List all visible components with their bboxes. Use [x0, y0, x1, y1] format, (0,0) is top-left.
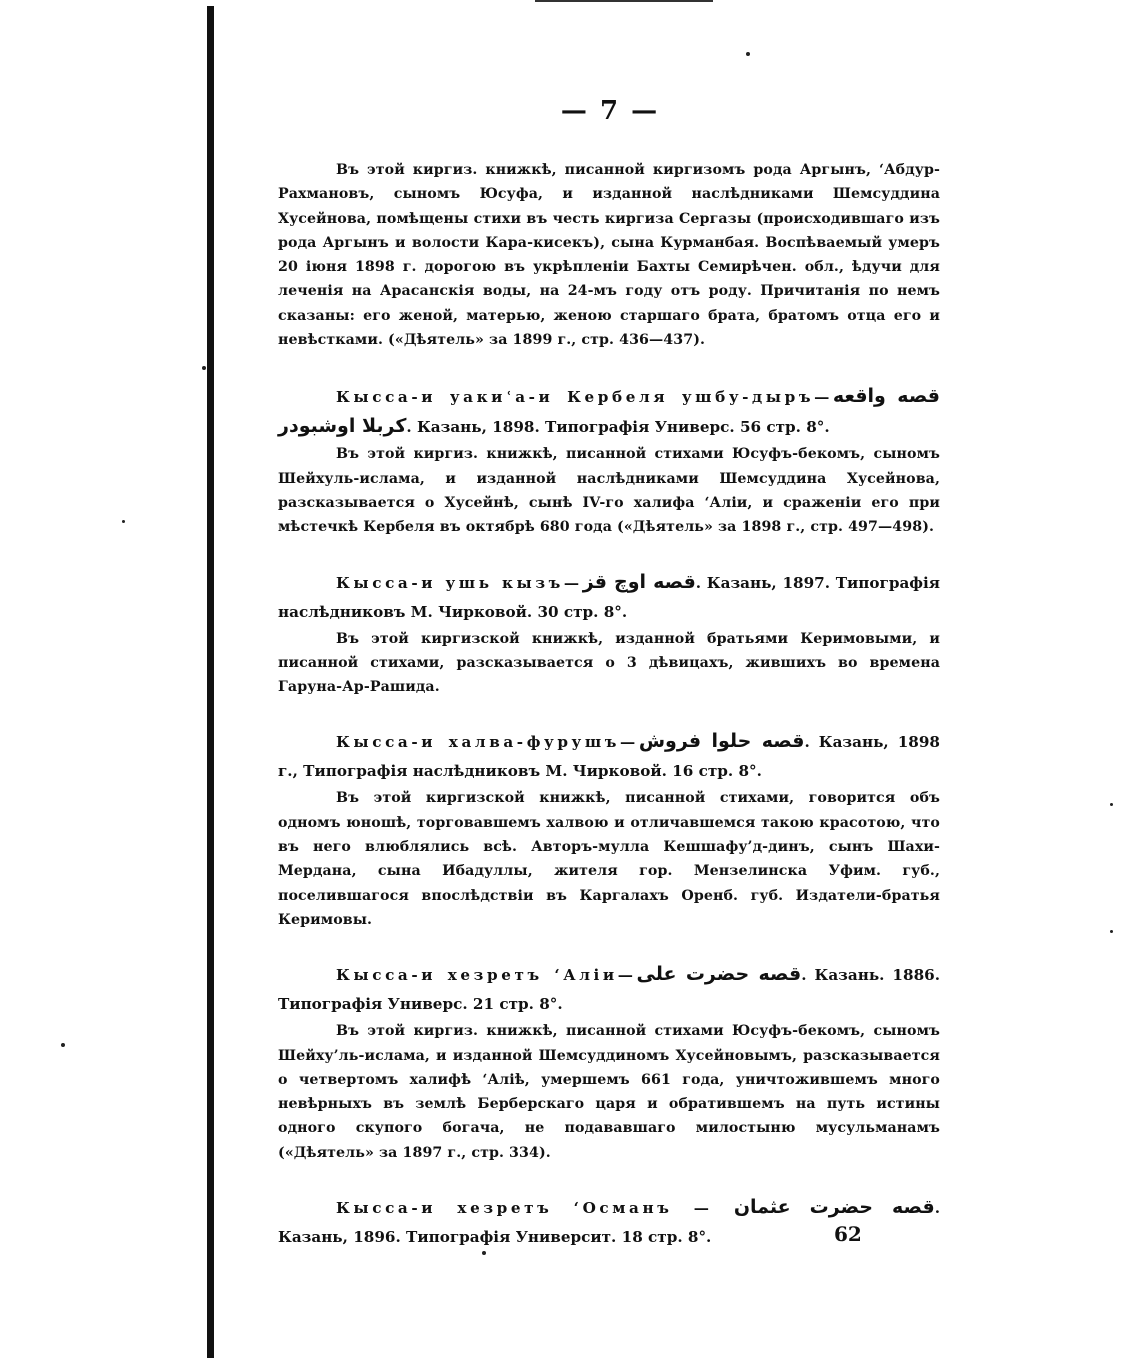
entry-title: Кысса-и хезретъ ‘Османъ —	[336, 1199, 734, 1218]
bibliography-entry	[278, 382, 940, 539]
entry-arabic-title: قصه اوچ قز	[582, 570, 696, 593]
bibliography-entry	[278, 960, 940, 1165]
entry-title: Кысса-и хезретъ ‘Аліи—	[336, 966, 637, 985]
entry-arabic-title: قصه حضرت عثمان	[733, 1196, 935, 1219]
scan-speck	[1110, 803, 1113, 806]
entry-description: Въ этой киргиз. книжкѣ, писанной стихами Юсуфъ-бекомъ, сыномъ Шейху’ль-ислама, и изданной Шемсуддиномъ Хусейновымъ, разсказывается о четвертомъ халифѣ ‘Аліѣ, умершемъ 661 года, уничтожившемъ много невѣрныхъ въ землѣ Берберскаго царя и обратившемъ на путь истины одного скупого богача, не подававшаго милостыню мусульманамъ («Дѣятель» за 1897 г., стр. 334).	[278, 1023, 940, 1161]
bibliography-entry	[278, 727, 940, 932]
entry-details: . Казань, 1898 г., Типографія наслѣдниковъ М. Чирковой. 16 стр. 8°.	[278, 733, 940, 781]
entry-details: . Казань, 1896. Типографія Университ. 18 стр. 8°.	[278, 1199, 940, 1247]
entry-description: Въ этой киргизской книжкѣ, изданной братьями Керимовыми, и писанной стихами, разсказывается о 3 дѣвицахъ, жившихъ во времена Гаруна-Ар-Рашида.	[278, 630, 940, 696]
entry-heading	[278, 568, 940, 627]
entry-title: Кысса-и ушь кызъ—	[336, 573, 583, 592]
scan-speck	[122, 520, 125, 523]
page-content	[278, 158, 940, 1280]
intro-paragraph: Въ этой киргиз. книжкѣ, писанной киргизомъ рода Аргынъ, ‘Абдур-Рахмановъ, сыномъ Юсуфа, и изданной наслѣдниками Шемсуддина Хусейнова, помѣщены стихи въ честь киргиза Сергазы (происходившаго изъ рода Аргынъ и волости Кара-кисекъ), сына Курманбая. Воспѣваемый умеръ 20 іюня 1898 г. дорогою въ укрѣпленіи Бахты Семирѣчен. обл., ѣдучи для леченія на Арасанскія воды, на 24-мъ году отъ роду. Причитанія по немъ сказаны: его женой, матерью, женою старшаго брата, братомъ отца его и невѣстками. («Дѣятель» за 1899 г., стр. 436—437).	[278, 162, 940, 349]
bibliography-entry	[278, 568, 940, 700]
page-number: — 7 —	[560, 96, 660, 126]
binding-line	[207, 6, 214, 1358]
entry-heading	[278, 960, 940, 1019]
top-rule	[535, 0, 713, 2]
sheet-number: 62	[834, 1222, 862, 1246]
entry-arabic-title: قصه حضرت على	[636, 963, 802, 986]
entry-title: Кысса-и халва-фурушъ—	[336, 733, 639, 752]
scan-speck	[746, 52, 750, 56]
entry-title: Кысса-и уакиʿа-и Кербеля ушбу-дыръ—	[336, 388, 833, 407]
entry-details: . Казань, 1897. Типографія наслѣдниковъ М. Чирковой. 30 стр. 8°.	[278, 573, 940, 621]
entry-heading	[278, 382, 940, 442]
entry-details: . Казань, 1898. Типографія Универс. 56 стр. 8°.	[406, 418, 830, 437]
entry-details: . Казань. 1886. Типографія Универс. 21 стр. 8°.	[278, 966, 940, 1014]
entry-heading	[278, 727, 940, 786]
scan-speck	[202, 366, 206, 370]
scan-speck	[1110, 930, 1113, 933]
scan-speck	[61, 1043, 65, 1047]
entry-arabic-title: قصه حلوا فروش	[638, 730, 805, 753]
entry-description: Въ этой киргиз. книжкѣ, писанной стихами Юсуфъ-бекомъ, сыномъ Шейхуль-ислама, и изданной наслѣдниками Шемсуддина Хусейнова, разсказывается о Хусейнѣ, сынѣ IV-го халифа ‘Аліи, и сраженіи его при мѣстечкѣ Кербеля въ октябрѣ 680 года («Дѣятель» за 1898 г., стр. 497—498).	[278, 446, 940, 536]
entry-description: Въ этой киргизской книжкѣ, писанной стихами, говорится объ одномъ юношѣ, торговавшемъ халвою и отличавшемся такою красотою, что въ него влюблялись всѣ. Авторъ-мулла Кешшафу’д-динъ, сынъ Шахи-Мердана, сына Ибадуллы, жителя гор. Мензелинска Уфим. губ., поселившагося впослѣдствіи въ Каргалахъ Оренб. губ. Издатели-братья Керимовы.	[278, 790, 940, 928]
entry-arabic-title: قصه واقعه كربلا اوشبودر	[278, 385, 940, 438]
